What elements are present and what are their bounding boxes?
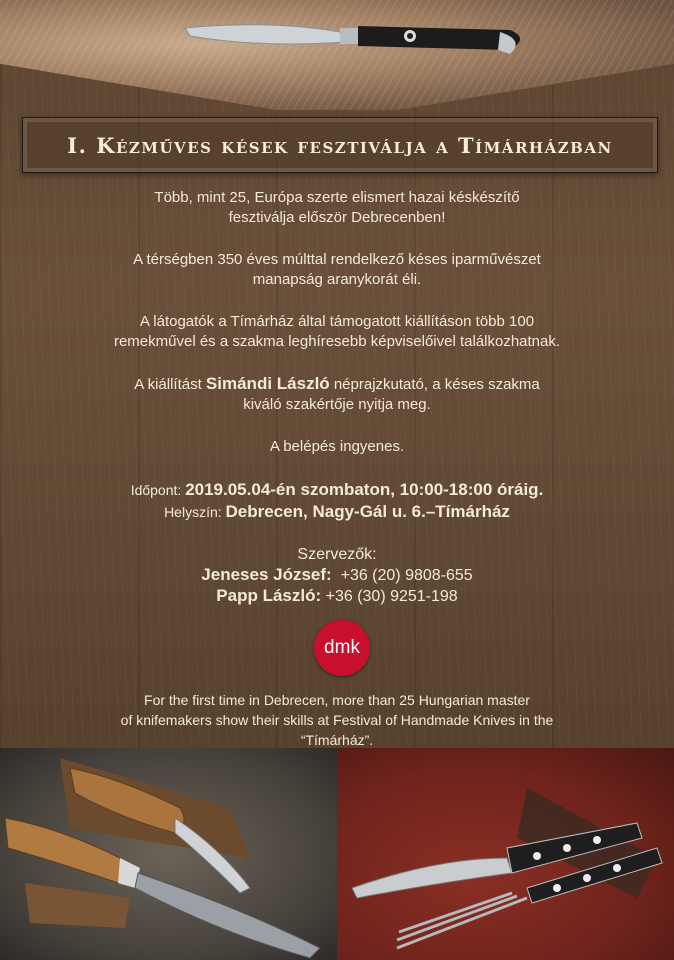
folding-knife-fork-image (337, 748, 674, 960)
opening-pre: A kiállítást (134, 376, 206, 393)
opening-paragraph (0, 374, 674, 415)
organizer-2 (0, 586, 674, 607)
organizer-1-phone[interactable]: +36 (20) 9808-655 (331, 567, 473, 584)
page-title: I. Kézműves kések fesztiválja a Tímárházban (67, 132, 613, 158)
dmk-logo (314, 620, 370, 676)
intro-line-2: fesztiválja először Debrecenben! (228, 209, 446, 226)
history-line-2: manapság aranykorát éli. (252, 271, 422, 288)
folding-knife-image (180, 10, 540, 70)
opening-post: néprajzkutató, a késes szakma (329, 376, 540, 393)
event-time (0, 479, 674, 501)
english-description (0, 690, 674, 750)
time-value: 2019.05.04-én szombaton, 10:00-18:00 óráig. (185, 480, 544, 499)
english-line-1: For the first time in Debrecen, more than 25 Hungarian master (144, 692, 530, 708)
knives-photo-right (337, 748, 674, 960)
event-place (0, 501, 674, 523)
title-banner (22, 117, 658, 173)
visitors-line-1: A látogatók a Tímárház által támogatott kiállításon több 100 (139, 313, 535, 330)
knives-photo-left (0, 748, 337, 960)
english-line-3: “Tímárház”. (300, 732, 374, 748)
organizer-2-phone[interactable]: +36 (30) 9251-198 (321, 588, 458, 605)
place-label: Helyszín: (164, 504, 226, 520)
logo-text: dmk (324, 637, 360, 658)
free-entry-text: A belépés ingyenes. (269, 438, 405, 455)
intro-paragraph (0, 188, 674, 228)
opening-line-1 (0, 374, 674, 395)
main-content (0, 188, 674, 607)
visitors-line-2: remekművel és a szakma leghíresebb képviselőivel találkozhatnak. (113, 333, 561, 350)
organizer-2-name: Papp László: (216, 586, 322, 605)
intro-line-1: Több, mint 25, Európa szerte elismert hazai késkészítő (154, 189, 520, 206)
organizers-heading: Szervezők: (297, 546, 377, 563)
opener-name: Simándi László (205, 374, 330, 393)
time-label: Időpont: (130, 482, 186, 498)
event-details (0, 479, 674, 523)
history-paragraph (0, 250, 674, 290)
organizers-block (0, 545, 674, 607)
place-value: Debrecen, Nagy-Gál u. 6.–Tímárház (225, 502, 510, 521)
english-line-2: of knifemakers show their skills at Festival of Handmade Knives in the (120, 712, 554, 728)
organizer-1 (0, 565, 674, 586)
wooden-knives-image (0, 748, 337, 960)
visitors-paragraph (0, 312, 674, 352)
opening-line-2: kiváló szakértője nyitja meg. (243, 396, 431, 413)
history-line-1: A térségben 350 éves múlttal rendelkező késes iparművészet (133, 251, 541, 268)
organizer-1-name: Jeneses József: (201, 565, 332, 584)
